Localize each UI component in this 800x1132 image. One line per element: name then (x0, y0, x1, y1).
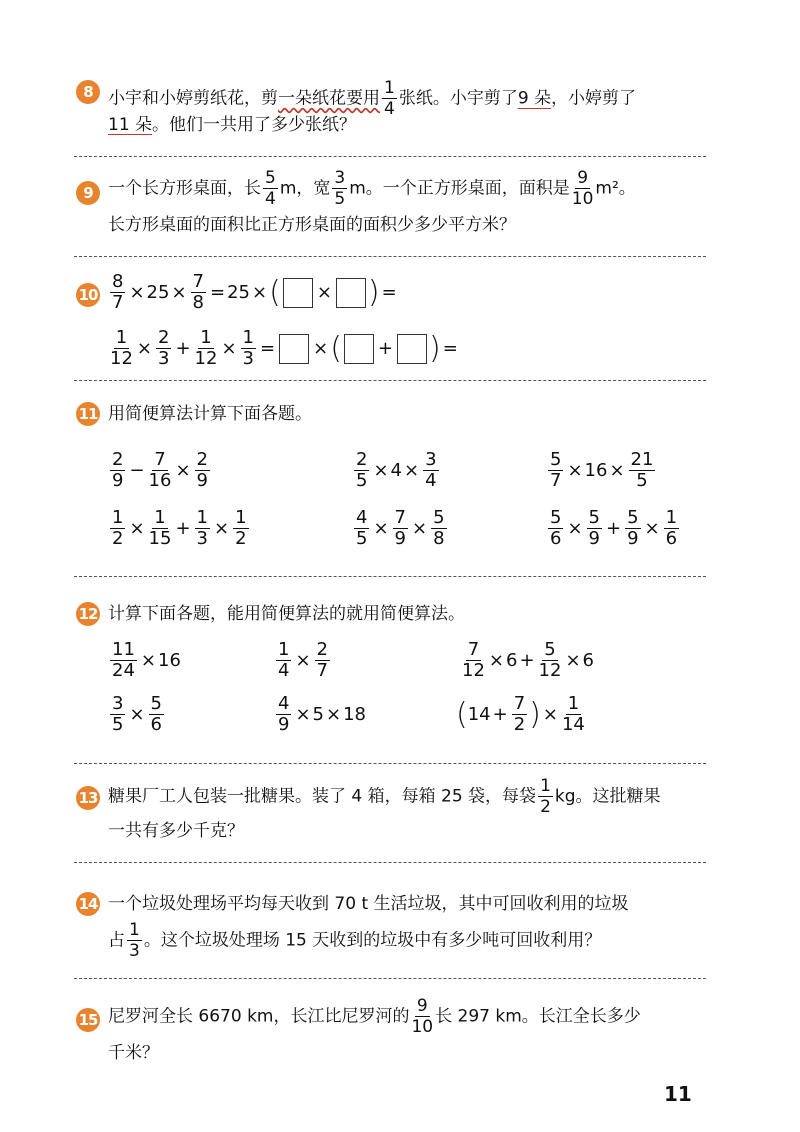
denominator: 12 (462, 660, 485, 681)
right-paren: ) (429, 330, 441, 366)
q8-text-1: 小宇和小婷剪纸花，剪 (108, 88, 278, 109)
numerator: 4 (278, 693, 290, 714)
numerator: 1 (196, 507, 208, 528)
q9-f1-num: 5 (265, 168, 276, 188)
number: 6 (582, 650, 594, 671)
denominator: 4 (425, 470, 437, 491)
operator: × (252, 282, 268, 303)
q8-line2 (108, 114, 356, 136)
operator: × (295, 650, 311, 671)
q11-title: 用简便算法计算下面各题。 (108, 404, 312, 424)
question-number-9: 9 (76, 181, 100, 205)
operator: × (129, 704, 145, 725)
separator (74, 862, 706, 863)
operator: × (373, 518, 389, 539)
q14-line2 (108, 920, 601, 961)
denominator: 3 (158, 348, 170, 369)
numerator: 5 (627, 507, 639, 528)
q9-text-3: m。一个正方形桌面，面积是 (349, 178, 570, 199)
operator: × (295, 704, 311, 725)
fraction (241, 328, 256, 369)
q9-f2-den: 5 (334, 189, 346, 209)
denominator: 14 (561, 714, 585, 735)
numerator: 7 (467, 639, 480, 660)
fraction (156, 328, 171, 369)
operator: + (519, 650, 535, 671)
numerator: 2 (196, 449, 208, 470)
q15-line1 (108, 996, 641, 1037)
numerator: 7 (154, 449, 166, 470)
numerator: 1 (115, 327, 128, 348)
question-number-8: 8 (76, 80, 100, 104)
operator: × (542, 704, 558, 725)
numerator: 1 (200, 327, 212, 348)
q15-fraction (411, 996, 433, 1037)
separator (74, 156, 706, 157)
q14-text-2: 。这个垃圾处理场 15 天收到的垃圾中有多少吨可回收利用？ (143, 930, 602, 951)
denominator: 5 (356, 528, 368, 549)
number: 16 (584, 460, 608, 481)
numerator: 5 (433, 507, 445, 528)
denominator: 12 (194, 348, 218, 369)
equals: = (210, 282, 226, 303)
numerator: 2 (356, 449, 368, 470)
numerator: 8 (112, 271, 124, 292)
numerator: 5 (544, 639, 556, 660)
denominator: 12 (538, 660, 562, 681)
answer-box[interactable] (336, 278, 366, 308)
q8-text-4: 。他们一共用了多少张纸？ (152, 115, 357, 135)
numerator: 3 (425, 449, 437, 470)
operator: × (136, 338, 152, 359)
number: 18 (343, 704, 366, 725)
number: 14 (467, 704, 491, 725)
operator: + (606, 518, 622, 539)
fraction (195, 328, 218, 369)
numerator: 11 (112, 639, 135, 660)
q13-line1 (108, 776, 661, 817)
denominator: 5 (112, 714, 124, 735)
q14-line1: 一个垃圾处理场平均每天收到 70 t 生活垃圾，其中可回收利用的垃圾 (108, 894, 629, 914)
operator: + (377, 338, 393, 359)
q15-text-1: 尼罗河全长 6670 km，长江比尼罗河的 (108, 1006, 410, 1027)
denominator: 7 (112, 292, 124, 313)
q13-text-1: 糖果厂工人包装一批糖果。装了 4 箱，每箱 25 袋，每袋 (108, 786, 537, 807)
q8-underline-1: 9 朵 (517, 88, 552, 109)
left-paren: ( (456, 696, 468, 732)
answer-box[interactable] (397, 334, 427, 364)
q10-expression-2 (108, 328, 460, 369)
q8-text-3: ，小婷剪了 (551, 88, 637, 109)
operator: × (221, 338, 237, 359)
denominator: 4 (278, 660, 290, 681)
page-number: 11 (664, 1082, 692, 1106)
denominator: 2 (540, 797, 551, 817)
denominator: 9 (278, 714, 290, 735)
numerator: 1 (278, 639, 290, 660)
fraction (191, 272, 206, 313)
q11-expr-2 (352, 450, 441, 491)
question-number-10: 10 (76, 283, 100, 307)
denominator: 2 (235, 528, 247, 549)
q9-fraction-3 (572, 168, 594, 209)
numerator: 2 (112, 449, 124, 470)
operator: × (567, 460, 583, 481)
separator (74, 763, 706, 764)
denominator: 24 (112, 660, 135, 681)
denominator: 9 (394, 528, 406, 549)
operator: × (214, 518, 230, 539)
q9-text-2: m，宽 (279, 178, 331, 199)
operator: × (373, 460, 389, 481)
q11-expr-1 (108, 450, 212, 491)
q9-f3-den: 10 (571, 189, 594, 209)
operator: × (565, 650, 581, 671)
numerator: 1 (242, 327, 254, 348)
denominator: 9 (588, 528, 600, 549)
q15-text-2: 长 297 km。长江全长多少 (435, 1006, 641, 1027)
answer-box[interactable] (283, 278, 313, 308)
numerator: 7 (394, 507, 406, 528)
q11-expr-4 (108, 508, 251, 549)
left-paren: ( (330, 330, 342, 366)
q9-line1 (108, 168, 636, 209)
denominator: 2 (112, 528, 124, 549)
q9-text-4: m²。 (595, 178, 636, 199)
numerator: 1 (540, 776, 551, 796)
operator: × (326, 704, 342, 725)
q12-expr-f (456, 694, 587, 735)
denominator: 12 (110, 348, 133, 369)
numerator: 7 (513, 693, 526, 714)
q14-fraction (127, 920, 142, 961)
operator: − (129, 460, 145, 481)
operator: × (609, 460, 625, 481)
numerator: 1 (665, 507, 678, 528)
denominator: 3 (129, 941, 140, 961)
q9-f3-num: 9 (577, 168, 589, 188)
answer-box[interactable] (279, 334, 309, 364)
operator: × (567, 518, 583, 539)
separator (74, 256, 706, 257)
denominator: 6 (550, 528, 562, 549)
numerator: 3 (112, 693, 124, 714)
equals: = (442, 338, 458, 359)
q13-line2: 一共有多少千克？ (108, 821, 244, 841)
operator: × (171, 282, 187, 303)
right-paren: ) (367, 274, 380, 310)
operator: × (412, 518, 428, 539)
q9-f2-num: 3 (334, 168, 346, 188)
q8-text-2: 张纸。小宇剪了 (398, 88, 518, 109)
right-paren: ) (529, 696, 541, 732)
operator: × (175, 460, 191, 481)
number: 5 (312, 704, 324, 725)
number: 25 (146, 282, 170, 303)
operator: × (140, 650, 156, 671)
number: 16 (158, 650, 181, 671)
q12-title: 计算下面各题，能用简便算法的就用简便算法。 (108, 604, 465, 624)
fraction (110, 328, 133, 369)
numerator: 2 (158, 327, 170, 348)
separator (74, 978, 706, 979)
q13-fraction (538, 776, 553, 817)
operator: + (175, 518, 191, 539)
denominator: 10 (411, 1017, 434, 1037)
q9-f1-den: 4 (265, 189, 276, 209)
denominator: 9 (627, 528, 639, 549)
numerator: 5 (550, 449, 562, 470)
operator: × (488, 650, 504, 671)
q11-expr-3 (546, 450, 657, 491)
q12-expr-e (274, 694, 366, 735)
q15-line2: 千米？ (108, 1043, 159, 1063)
question-number-12: 12 (76, 602, 100, 626)
numerator: 5 (550, 507, 562, 528)
q14-text-1: 占 (108, 930, 125, 951)
question-number-11: 11 (76, 402, 100, 426)
q8-fraction-den: 4 (384, 99, 395, 119)
q8-fraction (382, 78, 397, 119)
equals: = (260, 338, 276, 359)
q8-underline-2: 11 朵 (108, 115, 153, 135)
q9-fraction-1 (263, 168, 278, 209)
question-number-13: 13 (76, 786, 100, 810)
operator: × (129, 282, 145, 303)
numerator: 4 (356, 507, 368, 528)
denominator: 6 (665, 528, 678, 549)
q9-fraction-2 (332, 168, 347, 209)
denominator: 7 (550, 470, 562, 491)
q11-expr-6 (546, 508, 681, 549)
number: 25 (227, 282, 250, 303)
numerator: 5 (588, 507, 600, 528)
separator (74, 576, 706, 577)
question-number-15: 15 (76, 1008, 100, 1032)
q11-expr-5 (352, 508, 449, 549)
q12-expr-c (460, 640, 594, 681)
operator: × (644, 518, 660, 539)
q9-line2: 长方形桌面的面积比正方形桌面的面积少多少平方米？ (108, 215, 516, 235)
denominator: 8 (192, 292, 204, 313)
denominator: 9 (196, 470, 208, 491)
fraction (110, 272, 125, 313)
denominator: 6 (150, 714, 162, 735)
denominator: 2 (513, 714, 526, 735)
equals: = (381, 282, 397, 303)
question-number-14: 14 (76, 892, 100, 916)
q10-expression-1 (108, 272, 399, 313)
number: 6 (506, 650, 518, 671)
denominator: 15 (148, 528, 172, 549)
q9-text-1: 一个长方形桌面，长 (108, 178, 261, 199)
operator: + (492, 704, 508, 725)
numerator: 1 (567, 693, 580, 714)
operator: × (404, 460, 420, 481)
q8-text-1b: 一朵纸花要用 (278, 88, 380, 109)
operator: × (129, 518, 145, 539)
numerator: 21 (630, 449, 654, 470)
denominator: 3 (196, 528, 208, 549)
denominator: 3 (242, 348, 254, 369)
numerator: 1 (112, 507, 124, 528)
q8-line1 (108, 78, 636, 119)
numerator: 1 (129, 920, 140, 940)
numerator: 9 (416, 996, 428, 1016)
denominator: 7 (316, 660, 328, 681)
numerator: 1 (154, 507, 166, 528)
q13-text-2: kg。这批糖果 (554, 786, 661, 807)
q12-expr-d (108, 694, 166, 735)
separator (74, 380, 706, 381)
left-paren: ( (269, 274, 281, 310)
q8-fraction-num: 1 (384, 78, 395, 98)
answer-box[interactable] (344, 334, 374, 364)
operator: × (316, 282, 332, 303)
numerator: 1 (235, 507, 247, 528)
number: 4 (390, 460, 402, 481)
denominator: 5 (356, 470, 368, 491)
operator: × (313, 338, 329, 359)
numerator: 5 (150, 693, 162, 714)
denominator: 16 (148, 470, 172, 491)
operator: + (175, 338, 191, 359)
numerator: 7 (192, 271, 204, 292)
q12-expr-a (108, 640, 181, 681)
q12-expr-b (274, 640, 332, 681)
numerator: 2 (316, 639, 328, 660)
denominator: 9 (112, 470, 124, 491)
denominator: 5 (636, 470, 648, 491)
denominator: 8 (433, 528, 445, 549)
